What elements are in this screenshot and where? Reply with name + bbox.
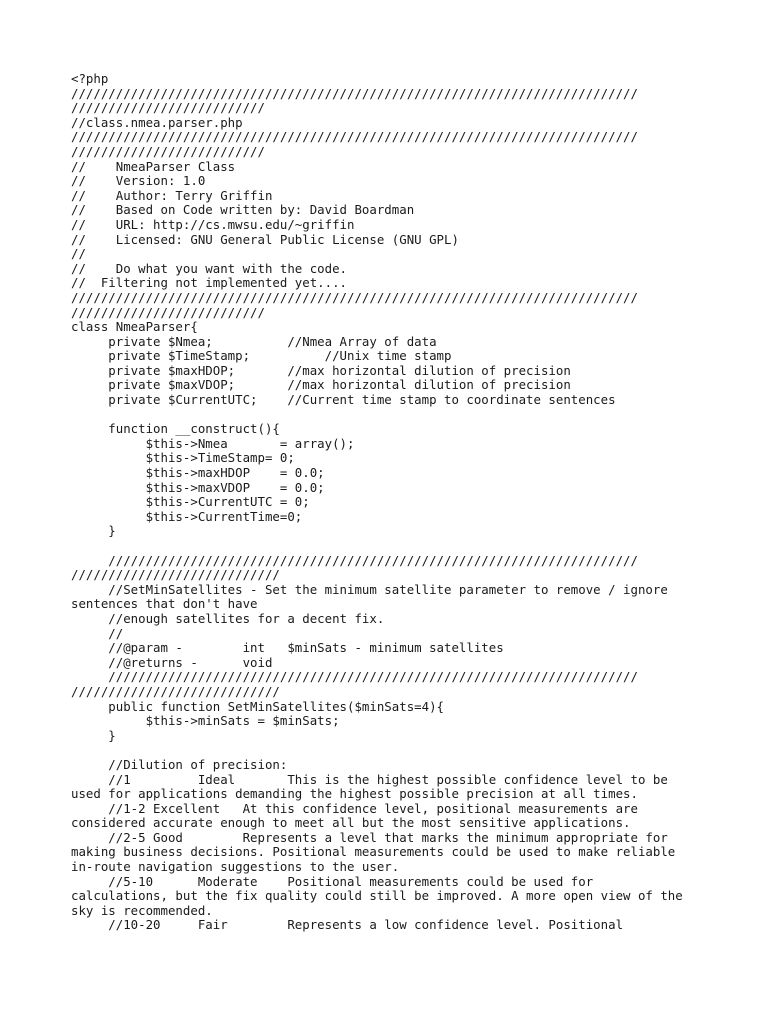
code-line xyxy=(71,743,711,758)
code-line: } xyxy=(71,727,116,743)
code-line: //10-20 Fair Represents a low confidence level. Positional xyxy=(71,917,624,933)
code-line: in-route navigation suggestions to the user. xyxy=(71,859,400,875)
code-line: //2-5 Good Represents a level that marks the minimum appropriate for xyxy=(71,829,668,845)
code-line xyxy=(71,408,711,423)
code-line: $this->minSats = $minSats; xyxy=(71,713,340,729)
code-line: $this->Nmea = array(); xyxy=(71,435,355,451)
code-line: // Filtering not implemented yet.... xyxy=(71,275,348,291)
code-line: used for applications demanding the highest possible precision at all times. xyxy=(71,786,638,802)
code-line: calculations, but the fix quality could still be improved. A more open view of the xyxy=(71,888,683,904)
code-line: // Version: 1.0 xyxy=(71,173,206,189)
code-line: $this->maxHDOP = 0.0; xyxy=(71,465,325,481)
code-line: private $Nmea; //Nmea Array of data xyxy=(71,333,437,349)
code-line: //Dilution of precision: xyxy=(71,756,288,772)
code-line: //5-10 Moderate Positional measurements could be used for xyxy=(71,873,594,889)
code-line: // Based on Code written by: David Boardman xyxy=(71,202,415,218)
code-line: class NmeaParser{ xyxy=(71,319,198,335)
code-line: // URL: http://cs.mwsu.edu/~griffin xyxy=(71,216,355,232)
code-line: //@param - int $minSats - minimum satellites xyxy=(71,640,504,656)
code-line: //1-2 Excellent At this confidence level, positional measurements are xyxy=(71,800,638,816)
code-line: private $CurrentUTC; //Current time stamp to coordinate sentences xyxy=(71,392,616,408)
code-line: private $maxHDOP; //max horizontal dilution of precision xyxy=(71,362,571,378)
code-line: } xyxy=(71,523,116,539)
code-line: private $TimeStamp; //Unix time stamp xyxy=(71,348,452,364)
code-line: //////////////////////////////////////////////////////////////////////////// xyxy=(71,85,638,101)
code-line: sky is recommended. xyxy=(71,902,213,918)
code-line: //1 Ideal This is the highest possible confidence level to be xyxy=(71,771,668,787)
code-line: //////////////////////////////////////////////////////////////////////////// xyxy=(71,129,638,145)
code-line: $this->maxVDOP = 0.0; xyxy=(71,479,325,495)
code-line: //enough satellites for a decent fix. xyxy=(71,610,385,626)
code-line: private $maxVDOP; //max horizontal dilution of precision xyxy=(71,377,571,393)
code-document xyxy=(71,72,711,933)
code-line: $this->CurrentUTC = 0; xyxy=(71,494,310,510)
code-line: sentences that don't have xyxy=(71,596,258,612)
code-line: function __construct(){ xyxy=(71,421,280,437)
code-line: // xyxy=(71,625,124,641)
code-line: <?php xyxy=(71,71,109,86)
code-line: considered accurate enough to meet all but the most sensitive applications. xyxy=(71,815,631,831)
code-line: //////////////////////////// xyxy=(71,567,280,583)
code-line: /////////////////////////////////////////////////////////////////////// xyxy=(71,669,638,685)
code-line: //class.nmea.parser.php xyxy=(71,114,243,130)
code-line: //////////////////////////////////////////////////////////////////////////// xyxy=(71,289,638,305)
code-line: // Do what you want with the code. xyxy=(71,260,348,276)
code-line: //SetMinSatellites - Set the minimum satellite parameter to remove / ignore xyxy=(71,581,668,597)
code-line: ////////////////////////// xyxy=(71,100,265,116)
code-line: making business decisions. Positional measurements could be used to make reliable xyxy=(71,844,676,860)
code-line: // NmeaParser Class xyxy=(71,158,236,174)
code-line: // Author: Terry Griffin xyxy=(71,187,273,203)
code-line: ////////////////////////// xyxy=(71,304,265,320)
code-line: public function SetMinSatellites($minSats=4){ xyxy=(71,698,444,714)
code-line: //@returns - void xyxy=(71,654,273,670)
code-line xyxy=(71,539,711,554)
code-line: $this->CurrentTime=0; xyxy=(71,508,303,524)
code-line: //////////////////////////// xyxy=(71,683,280,699)
code-line: ////////////////////////// xyxy=(71,143,265,159)
code-line: // xyxy=(71,246,86,262)
code-line: /////////////////////////////////////////////////////////////////////// xyxy=(71,552,638,568)
code-line: // Licensed: GNU General Public License (GNU GPL) xyxy=(71,231,459,247)
code-line: $this->TimeStamp= 0; xyxy=(71,450,295,466)
